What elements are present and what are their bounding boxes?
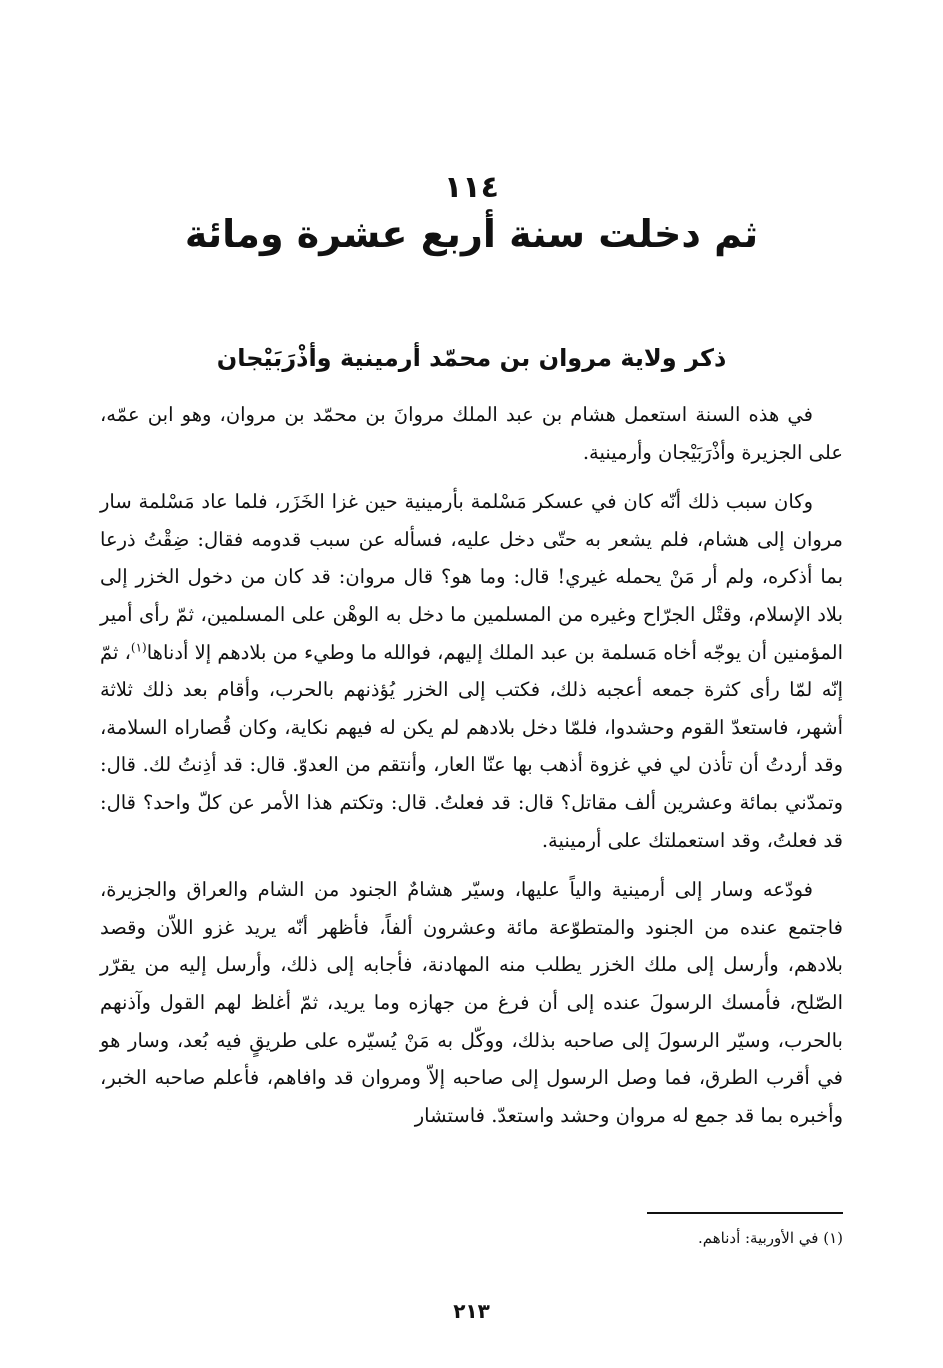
paragraph-2	[100, 483, 843, 859]
footnote-divider	[647, 1212, 843, 1214]
year-number: ١١٤	[444, 170, 499, 205]
paragraph-2-part-1: وكان سبب ذلك أنّه كان في عسكر مَسْلمة بأرمينية حين غزا الخَزَر، فلما عاد مَسْلمة سار مروان إلى هشام، فلم يشعر به حتّى دخل عليه، فسأله عن سبب قدومه فقال: ضِقْتُ ذرعا بما أذكره، ولم أر مَنْ يحمله غيري! قال: وما هو؟ قال مروان: قد كان من دخول الخزر إلى بلاد الإسلام، وقتْل الجرّاح وغيره من المسلمين ما دخل به الوهْن على المسلمين، ثمّ رأى أمير المؤمنين أن يوجّه أخاه مَسلمة بن عبد الملك إليهم، فوالله ما وطيء من بلادهم إلا أدناها	[100, 490, 843, 664]
paragraph-3: فودّعه وسار إلى أرمينية والياً عليها، وسيّر هشامٌ الجنود من الشام والعراق والجزيرة، فاجتمع عنده من الجنود والمتطوّعة مائة وعشرون ألفاً، فأظهر أنّه يريد غزو اللاّن وقصد بلادهم، وأرسل إلى ملك الخزر يطلب منه المهادنة، فأجابه إلى ذلك، وأرسل إليه من يقرّر الصّلح، فأمسك الرسولَ عنده إلى أن فرغ من جهازه وما يريد، ثمّ أغلظ لهم القول وآذنهم بالحرب، وسيّر الرسولَ إلى صاحبه بذلك، ووكّل به مَنْ يُسيّره على طريقٍ فيه بُعد، وسار هو في أقرب الطرق، فما وصل الرسول إلى صاحبه إلاّ ومروان قد وافاهم، فأعلم صاحبه الخبر، وأخبره بما قد جمع له مروان وحشد واستعدّ. فاستشار	[100, 878, 843, 1127]
chapter-title: ثم دخلت سنة أربع عشرة ومائة	[184, 212, 759, 256]
section-heading: ذكر ولاية مروان بن محمّد أرمينية وأذْرَبَيْجان	[216, 344, 727, 372]
page-number: ٢١٣	[453, 1299, 490, 1323]
paragraph-2-part-2: ، ثمّ إنّه لمّا رأى كثرة جمعه أعجبه ذلك، فكتب إلى الخزر يُؤذنهم بالحرب، وأقام بعد ذلك ثلاثة أشهر، فاستعدّ القوم وحشدوا، فلمّا دخل بلادهم لم يكن له فيهم نكاية، وكان قُصاراه السلامة، وقد أردتُ أن تأذن لي في غزوة أذهب بها عنّا العار، وأنتقم من العدوّ. قال: قد أذِنتُ لك. قال: وتمدّني بمائة وعشرين ألف مقاتل؟ قال: قد فعلتُ. قال: وتكتم هذا الأمر عن كلّ واحد؟ قال: قد فعلتُ، وقد استعملتك على أرمينية.	[100, 640, 843, 852]
body-text	[100, 396, 843, 1146]
paragraph-1: في هذه السنة استعمل هشام بن عبد الملك مروانَ بن محمّد بن مروان، وهو ابن عمّه، على الجزيرة وأذْرَبَيْجان وأرمينية.	[100, 403, 843, 464]
footnote: (١) في الأوربية: أدناهم.	[697, 1229, 843, 1247]
footnote-reference: (١)	[130, 640, 147, 655]
